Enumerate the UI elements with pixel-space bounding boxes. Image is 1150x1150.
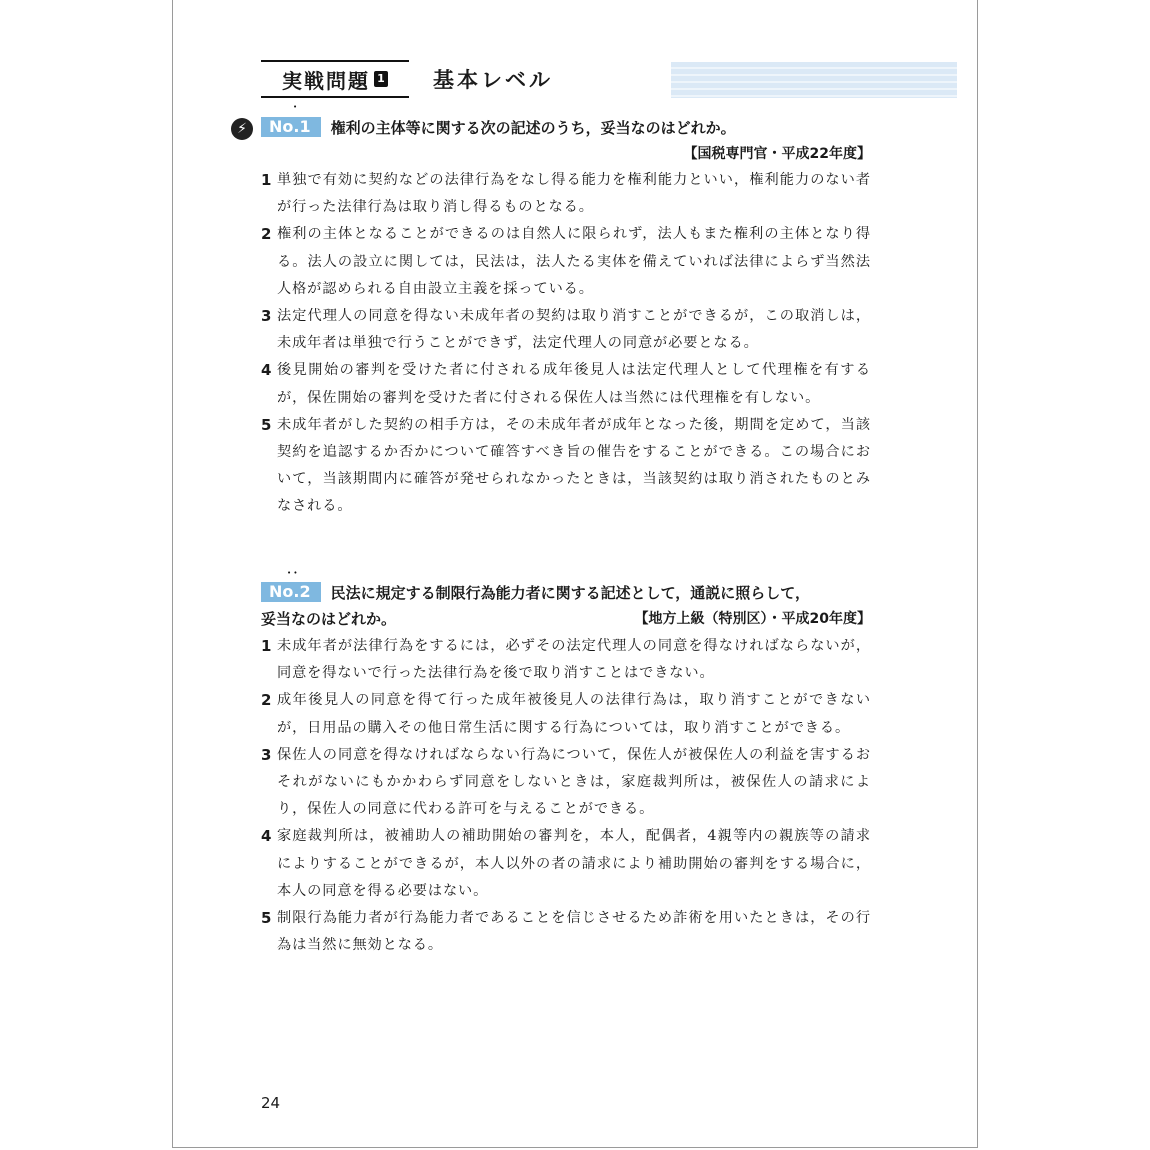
option-text: 家庭裁判所は，被補助人の補助開始の審判を，本人，配偶者，4親等内の親族等の請求によりすることができるが，本人以外の者の請求により補助開始の審判をする場合に，本人の同意を得る必要はない。 — [277, 828, 871, 899]
difficulty-mark: • • — [287, 569, 298, 577]
answer-option — [261, 221, 871, 303]
option-number: 2 — [261, 225, 273, 244]
option-number: 4 — [261, 361, 273, 380]
option-text: 法定代理人の同意を得ない未成年者の契約は取り消すことができるが，この取消しは，未成年者は単独で行うことができず，法定代理人の同意が必要となる。 — [277, 308, 871, 352]
option-number: 3 — [261, 307, 273, 326]
difficulty-mark: • — [293, 103, 298, 111]
practice-problem-label — [261, 60, 409, 98]
answer-option — [261, 167, 871, 221]
page-number: 24 — [261, 1094, 281, 1112]
option-number: 1 — [261, 171, 273, 189]
lightning-icon: ⚡ — [231, 118, 253, 140]
question-heading-continued — [261, 606, 871, 632]
practice-problem-number: 1 — [374, 71, 388, 87]
option-text: 未成年者が法律行為をするには，必ずその法定代理人の同意を得なければならないが，同意を得ないで行った法律行為を後で取り消すことはできない。 — [277, 638, 871, 682]
answer-option — [261, 357, 871, 411]
option-number: 5 — [261, 415, 273, 434]
option-number: 1 — [261, 637, 273, 655]
answer-option — [261, 823, 871, 905]
option-text: 制限行為能力者が行為能力者であることを信じさせるため詐術を用いたときは，その行為は当然に無効となる。 — [277, 910, 871, 954]
option-number: 2 — [261, 691, 273, 710]
question-heading — [261, 580, 871, 606]
answer-options — [261, 167, 871, 521]
practice-problem-title: 実戦問題 — [282, 68, 370, 93]
answer-options — [261, 633, 871, 959]
question-prompt: 権利の主体等に関する次の記述のうち，妥当なのはどれか。 — [330, 119, 736, 137]
question-heading — [261, 115, 871, 141]
option-text: 未成年者がした契約の相手方は，その未成年者が成年となった後，期間を定めて，当該契約を追認するか否かについて確答すべき旨の催告をすることができる。この場合において，当該期間内に確答が発せられなかったときは，当該契約は取り消されたものとみなされる。 — [277, 416, 871, 515]
option-text: 後見開始の審判を受けた者に付される成年後見人は法定代理人として代理権を有するが，保佐開始の審判を受けた者に付される保佐人は当然には代理権を有しない。 — [277, 362, 871, 406]
book-page — [172, 0, 978, 1148]
answer-option — [261, 905, 871, 959]
option-number: 3 — [261, 745, 273, 764]
question-number-badge: No.1 — [261, 117, 321, 137]
question-number-badge: No.2 — [261, 582, 321, 602]
answer-option — [261, 633, 871, 687]
option-number: 5 — [261, 909, 273, 928]
option-text: 単独で有効に契約などの法律行為をなし得る能力を権利能力といい，権利能力のない者が行った法律行為は取り消し得るものとなる。 — [277, 172, 871, 216]
option-text: 成年後見人の同意を得て行った成年被後見人の法律行為は，取り消すことができないが，日用品の購入その他日常生活に関する行為については，取り消すことができる。 — [277, 692, 871, 736]
answer-option — [261, 412, 871, 521]
option-text: 保佐人の同意を得なければならない行為について，保佐人が被保佐人の利益を害するおそれがないにもかかわらず同意をしないときは，家庭裁判所は，被保佐人の請求により，保佐人の同意に代わる許可を与えることができる。 — [277, 746, 871, 818]
question-prompt: 民法に規定する制限行為能力者に関する記述として，通説に照らして， — [330, 584, 810, 602]
answer-option — [261, 687, 871, 741]
header-stripe-decoration — [671, 62, 957, 98]
answer-option — [261, 303, 871, 357]
option-text: 権利の主体となることができるのは自然人に限られず，法人もまた権利の主体となり得る。法人の設立に関しては，民法は，法人たる実体を備えていれば法律によらず当然法人格が認められる自由設立主義を採っている。 — [277, 226, 871, 297]
question-source: 【国税専門官・平成22年度】 — [683, 146, 871, 162]
level-title: 基本レベル — [433, 68, 553, 92]
section-header — [261, 60, 871, 102]
question-prompt-continued: 妥当なのはどれか。 — [261, 610, 397, 628]
option-number: 4 — [261, 827, 273, 846]
answer-option — [261, 742, 871, 824]
question-source: 【地方上級（特別区）・平成20年度】 — [634, 611, 871, 627]
